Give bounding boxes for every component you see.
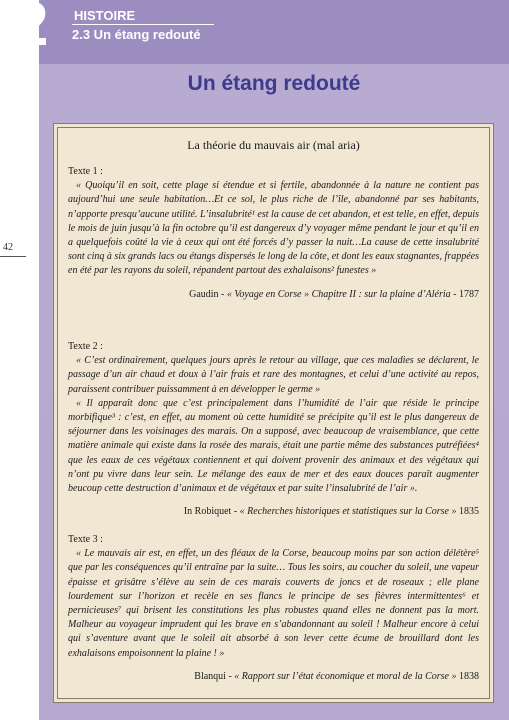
text-2-label: Texte 2 :	[68, 341, 103, 352]
text-1-citation	[68, 288, 479, 302]
text-1-citation-author: Gaudin -	[189, 288, 227, 300]
text-2-paragraph-1: « C’est ordinairement, quelques jours après le retour au village, que ces maladies se déclarent, le passage d’un air chaud et doux à l’air frais et rare des montagnes, et celui d’une activité au repos, paraissent contribuer puissamment à en développer le germe »	[68, 355, 479, 395]
text-2-citation	[68, 505, 479, 519]
section-label: HISTOIRE	[74, 8, 136, 23]
chapter-number: 2	[14, 0, 47, 59]
content-box-inner	[57, 127, 490, 699]
text-2-paragraph-2: « Il apparaît donc que c’est principalement dans l’humidité de l’air que réside le principe morbifique³ : c’est, en effet, au moment où cette humidité se précipite qu’il est le plus dangereux de séjourner dans les voisinages des marais. On a supposé, avec beaucoup de vraisemblance, que cette matière animale qui existe dans la rosée des marais, était une partie même des substances putréfiées⁴ que les eaux de ces végétaux contiennent et qui doivent provenir des animaux et des végétaux qui n’ont pu vivre dans leur sein. Le mélange des eaux de mer et des eaux douces paraît augmenter beucoup cette destruction d’animaux et de végétaux et par suite l’insalubrité de l’air ».	[68, 397, 479, 495]
text-3-citation-year: 1838	[456, 670, 479, 682]
text-1	[68, 165, 479, 302]
text-3	[68, 533, 479, 684]
text-1-citation-year: - 1787	[450, 288, 479, 300]
text-3-citation-title: « Rapport sur l’état économique et moral de la Corse »	[234, 670, 457, 682]
text-1-citation-title: « Voyage en Corse » Chapitre II : sur la plaine d’Aléria	[226, 288, 451, 300]
text-2-citation-author: In Robiquet -	[183, 506, 240, 518]
text-2	[68, 340, 479, 519]
section-divider	[72, 24, 214, 25]
page-title: Un étang redouté	[187, 72, 361, 95]
page-number: 42	[3, 242, 13, 253]
page-number-rule	[0, 256, 26, 257]
text-2-citation-year: 1835	[456, 506, 479, 518]
subsection-label: 2.3 Un étang redouté	[72, 27, 201, 42]
text-3-label: Texte 3 :	[68, 534, 103, 545]
text-2-citation-title: « Recherches historiques et statistiques sur la Corse »	[239, 506, 457, 518]
left-margin	[0, 0, 39, 720]
text-3-citation	[68, 670, 479, 684]
text-1-paragraph: « Quoiqu’il en soit, cette plage si étendue et si fertile, abandonnée à la nature ne contient pas aujourd’hui une seule habitation…Et ce sol, le plus riche de l’île, abandonné par ses habitants, n’apporte presqu’aucune utilité. L’insalubrité¹ est la cause de cet abandon, et est telle, en effet, depuis le mois de juin jusqu’à la fin octobre qu’il est dangereux d’y voyager même pendant le jour et qu’il en a quelquefois coûté la vie à ceux qui ont été forcés d’y passer la nuit…La cause de cette insalubrité sont cinq à six grands lacs ou étangs dispersés le long de la côte, et dont les eaux stagnantes, frappées en été par les rayons du soleil, répandent partout des exhalaisons² funestes »	[68, 180, 479, 277]
text-3-citation-author: Blanqui -	[194, 670, 235, 682]
text-3-paragraph: « Le mauvais air est, en effet, un des fléaux de la Corse, beaucoup moins par son action délétère⁵ que par les conséquences qu’il entraîne par la suite… Tous les soirs, au coucher du soleil, une vapeur épaisse et grisâtre s’élève au sein de ces marais couverts de joncs et de roseaux ; elle plane lourdement sur l’horizon et recèle en ses flancs le principe de ses fièvres intermittentes⁶ et pernicieuses⁷ qui brisent les constitutions les plus robustes quand elles ne donnent pas la mort. Malheur au voyageur imprudent qui les brave en s’abandonnant au soleil ! Malheur encore à celui qui s’aventure avant que le soleil ait absorbé à son lever cette écume de brouillard dont les exhalaisons empoisonnent la plaine ! »	[68, 548, 479, 659]
text-1-label: Texte 1 :	[68, 166, 103, 177]
content-box	[53, 123, 494, 703]
box-title: La théorie du mauvais air (mal aria)	[187, 138, 360, 152]
